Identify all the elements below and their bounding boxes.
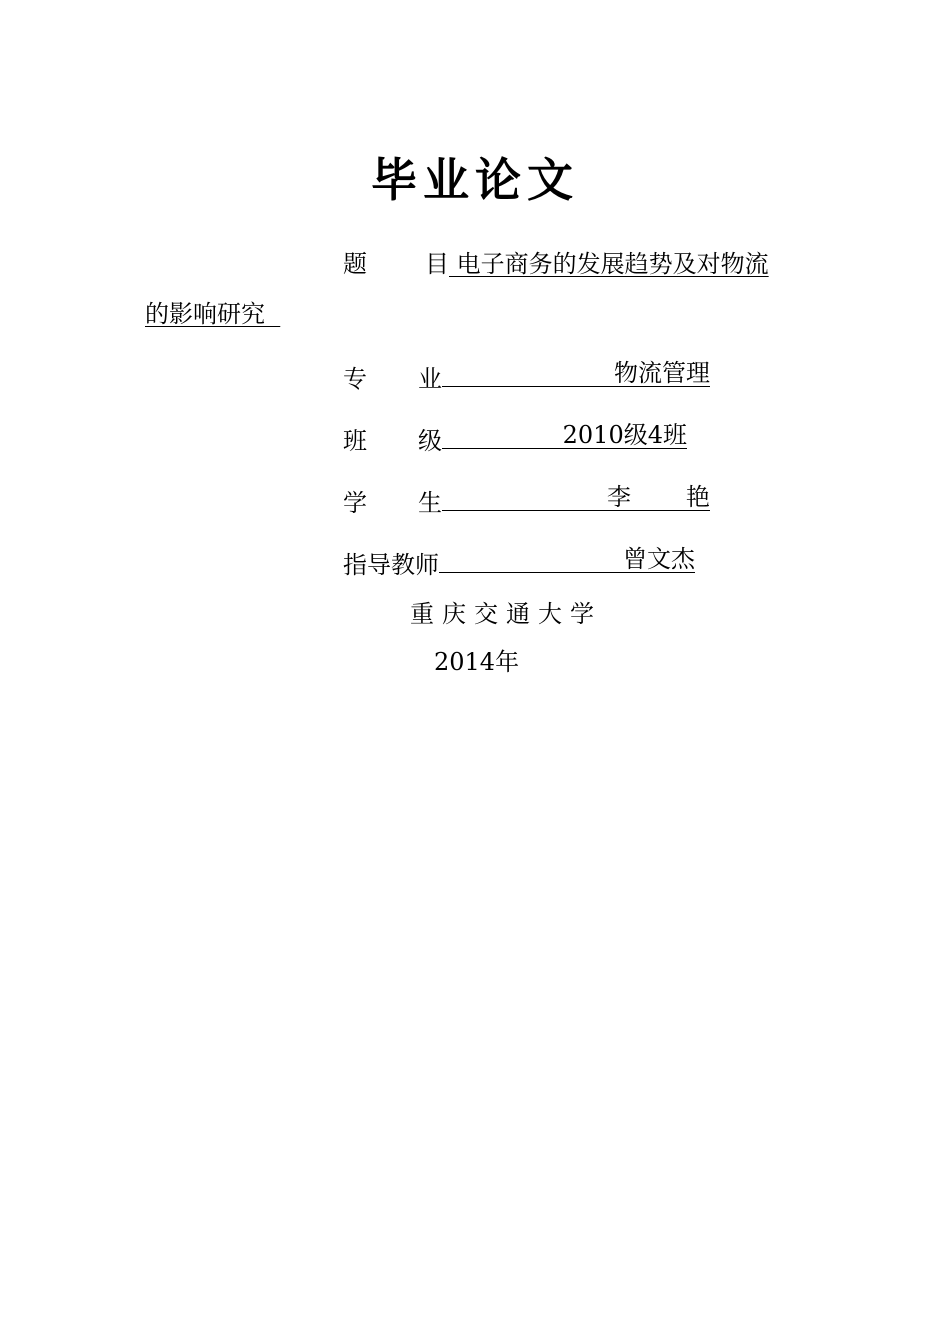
advisor-label: 指导教师 xyxy=(343,551,439,579)
major-label-1: 专 xyxy=(343,365,367,393)
year: 2014年 xyxy=(434,648,520,676)
class-field xyxy=(442,422,687,449)
topic-value-line2: 的影响研究 xyxy=(145,300,281,328)
university-name: 重庆交通大学 xyxy=(410,600,602,628)
student-value-2: 艳 xyxy=(686,483,710,511)
major-label-2: 业 xyxy=(418,365,442,393)
topic-label-1: 题 xyxy=(343,250,367,278)
class-label-1: 班 xyxy=(343,427,367,455)
document-title: 毕业论文 xyxy=(371,153,579,207)
topic-label-2: 目 xyxy=(425,250,449,278)
student-label-2: 生 xyxy=(418,489,442,517)
major-field xyxy=(442,360,710,387)
student-row xyxy=(343,484,710,519)
student-field xyxy=(442,484,710,511)
major-value: 物流管理 xyxy=(614,359,710,387)
topic-row-continued xyxy=(145,298,280,330)
topic-value-line1: 电子商务的发展趋势及对物流 xyxy=(449,250,769,278)
class-label-2: 级 xyxy=(418,427,442,455)
advisor-field xyxy=(439,546,695,573)
class-value: 2010级4班 xyxy=(562,421,687,449)
major-row xyxy=(343,360,710,395)
topic-row xyxy=(343,248,769,280)
student-value-1: 李 xyxy=(607,483,631,511)
student-label-1: 学 xyxy=(343,489,367,517)
class-row xyxy=(343,422,687,457)
advisor-value: 曾文杰 xyxy=(623,545,695,573)
advisor-row xyxy=(343,546,695,581)
